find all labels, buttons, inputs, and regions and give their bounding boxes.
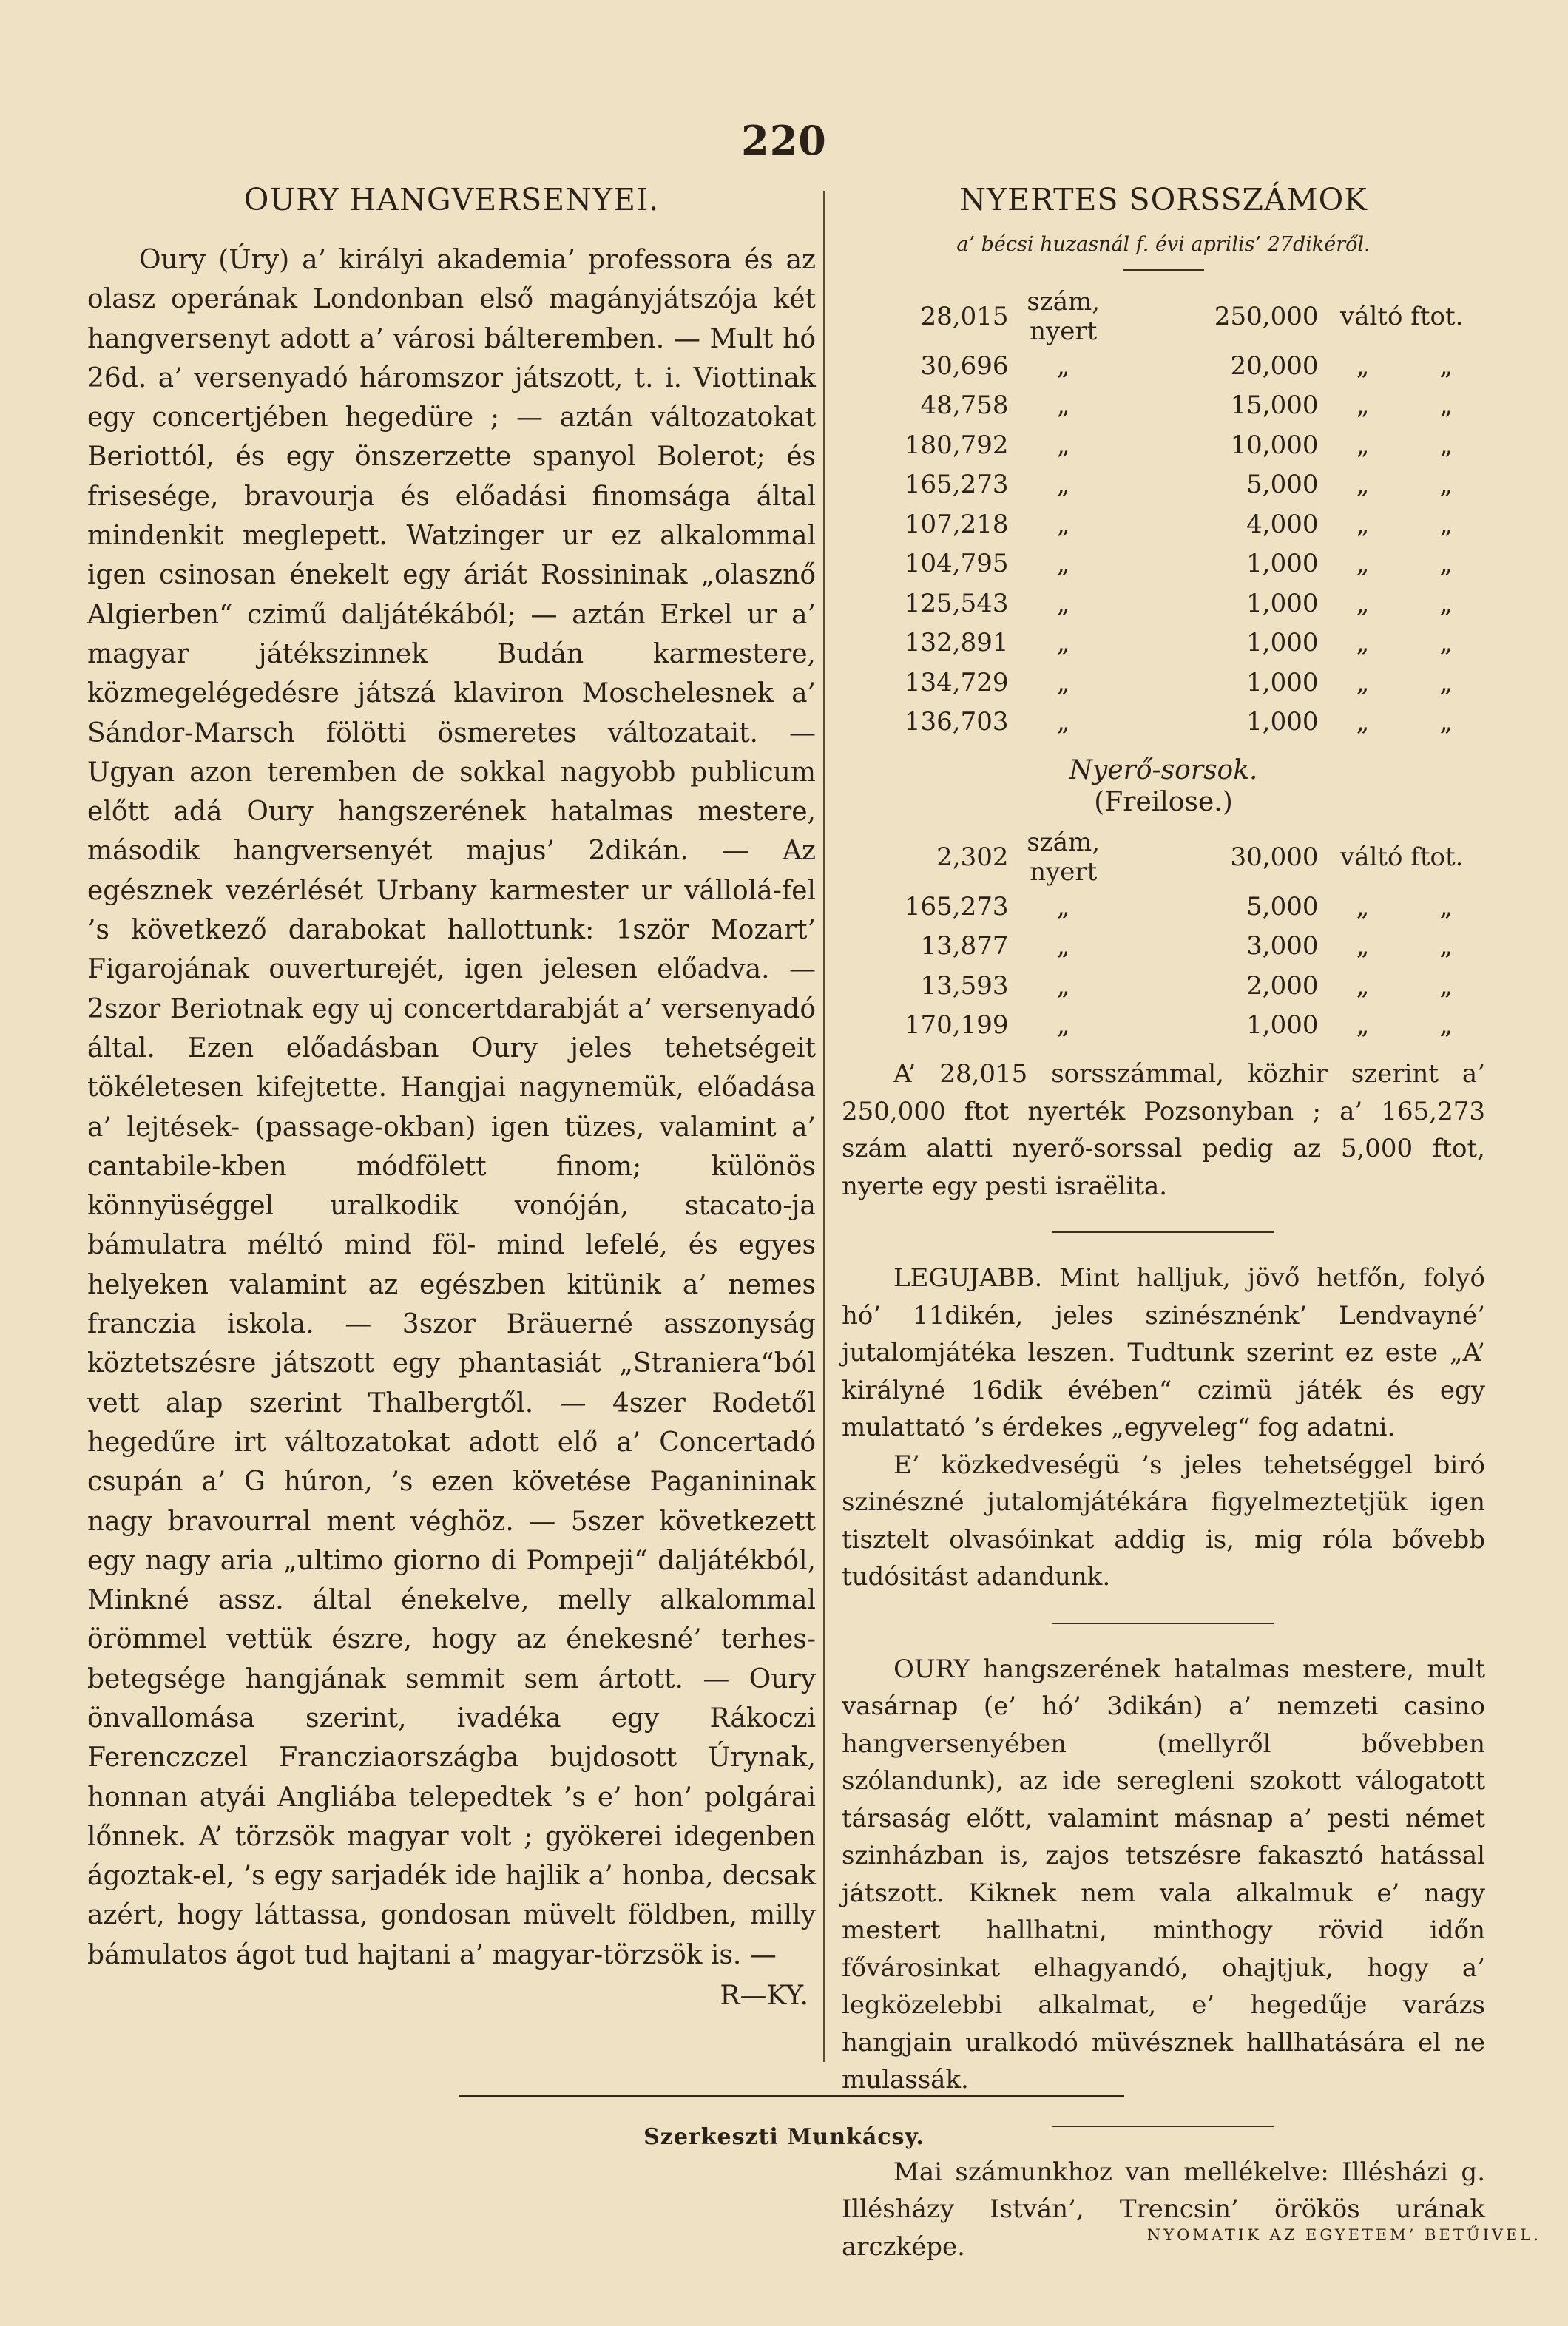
prize-amount: 250,000 [1214,302,1319,331]
ditto-mark: „ [1056,391,1070,421]
prize-amount: 1,000 [1246,549,1319,579]
ticket-number: 107,218 [904,509,1009,539]
ditto-mark: „ [1056,931,1070,961]
ticket-number: 136,703 [904,707,1009,737]
ditto-mark: „ [1439,509,1453,539]
ditto-mark: „ [1056,351,1070,381]
section-rule [1052,1623,1274,1624]
right-column [842,181,1485,2265]
news-paragraph-supplement: Mai számunkhoz van mellékelve: Illésházi g. Illésházy István’, Trencsin’ örökös urának arczképe. [842,2157,1485,2262]
ditto-mark: „ [1056,1010,1070,1041]
article-signature: R—KY. [720,1981,808,2012]
prize-amount: 3,000 [1246,931,1319,961]
ditto-mark: „ [1439,549,1453,579]
ticket-number: 13,593 [920,970,1009,1001]
winning-number-row [842,623,1485,663]
winning-number-row [842,386,1485,426]
winning-number-row [842,287,1485,346]
printer-line: NYOMATIK AZ EGYETEM’ BETŰIVEL. [1146,2226,1541,2244]
ditto-mark: „ [1356,351,1370,381]
ditto-mark: „ [1056,707,1070,737]
prize-amount: 5,000 [1246,470,1319,500]
prize-amount: 2,000 [1246,970,1319,1001]
ticket-number: 28,015 [920,302,1009,331]
ticket-number: 132,891 [904,628,1009,658]
winning-number-row [842,504,1485,544]
ditto-mark: „ [1056,588,1070,618]
prize-tickets-title: Nyerő-sorsok. [1069,755,1258,785]
lottery-note: A’ 28,015 sorsszámmal, közhir szerint a’ 250,000 ftot nyerték Pozsonyban ; a’ 165,273 szám alatti nyerő-sorssal pedig az 5,000 ftot, nyerte egy pesti israëlita. [842,1059,1485,1201]
section-rule [1123,269,1204,271]
ditto-mark: „ [1439,1010,1453,1041]
ditto-mark: „ [1056,667,1070,697]
ditto-mark: „ [1056,970,1070,1001]
ditto-mark: „ [1056,891,1070,922]
ticket-number: 170,199 [904,1010,1009,1041]
ditto-mark: „ [1056,430,1070,460]
ditto-mark: „ [1356,549,1370,579]
ticket-number: 125,543 [904,588,1009,618]
ticket-number: 180,792 [904,430,1009,460]
ditto-mark: „ [1356,667,1370,697]
news-paragraph-oury: OURY hangszerének hatalmas mestere, mult vasárnap (e’ hó’ 3dikán) a’ nemzeti casino hangversenyében (mellyről bővebben szólandunk), az ide seregleni szokott válogatott társaság előtt, valamint másnap a’ pesti német szinházban is, zajos tetszésre fakasztó hatással játszott. Kiknek nem vala alkalmuk e’ nagy mestert hallhatni, minthogy rövid időn fővárosinkat elhagyandó, ohajtjuk, hogy a’ legközelebbi alkalmat, e’ hegedűje varázs hangjain uralkodó müvésznek hallhatására el ne mulassák. [842,1654,1485,2095]
currency-label: váltó ftot. [1339,302,1464,331]
winning-number-row [842,663,1485,703]
prize-ticket-row [842,927,1485,967]
prize-amount: 30,000 [1230,842,1319,872]
prize-ticket-row [842,1006,1485,1046]
prize-amount: 10,000 [1230,430,1319,460]
lottery-subheading: a’ bécsi huzasnál f. évi aprilis’ 27dikéről. [956,233,1371,256]
ditto-mark: „ [1439,931,1453,961]
winning-number-row [842,465,1485,505]
winning-number-row [842,346,1485,386]
prize-ticket-row [842,828,1485,887]
ditto-mark: „ [1356,509,1370,539]
ditto-mark: „ [1356,970,1370,1001]
ditto-mark: „ [1356,430,1370,460]
prize-amount: 5,000 [1246,891,1319,922]
unit-label: szám, nyert [1027,828,1101,887]
news-paragraph-latest: LEGUJABB. Mint halljuk, jövő hetfőn, folyó hó’ 11dikén, jeles szinésznénk’ Lendvayné’ jutalomjátéka leszen. Tudtunk szerint ez este „A’ királyné 16dik évében“ czimü játék és egy mulattató ’s érdekes „egyveleg“ fog adatni. [842,1263,1485,1442]
ditto-mark: „ [1439,707,1453,737]
ticket-number: 165,273 [904,891,1009,922]
winning-number-row [842,544,1485,584]
winning-number-row [842,425,1485,465]
ditto-mark: „ [1356,931,1370,961]
prize-ticket-row [842,966,1485,1006]
ticket-number: 48,758 [920,391,1009,421]
prize-amount: 1,000 [1246,588,1319,618]
ditto-mark: „ [1356,391,1370,421]
ditto-mark: „ [1056,628,1070,658]
article-body-oury-concerts: Oury (Úry) a’ királyi akademia’ professora és az olasz operának Londonban első magányjátszója két hangversenyt adott a’ városi bálteremben. — Mult hó 26d. a’ versenyadó háromszor játszott, t. i. Viottinak egy concertjében hegedüre ; — aztán változatokat Beriottól, és egy önszerzette spanyol Bolerot; és frisesége, bravourja és előadási finomsága által mindenkit meglepett. Watzinger ur ez alkalommal igen csinosan énekelt egy áriát Rossininak „olasznő Algierben“ czimű daljátékából; — aztán Erkel ur a’ magyar játékszinnek Budán karmestere, közmegelégedésre játszá klaviron Moschelesnek a’ Sándor-Marsch fölötti ösmeretes változatait. — Ugyan azon teremben de sokkal nagyobb publicum előtt adá Oury hangszerének hatalmas mestere, második hangversenyét majus’ 2dikán. — Az egésznek vezérlését Urbany karmester ur vállolá-fel ’s következő darabokat hallottunk: 1ször Mozart’ Figarojának ouverturejét, igen jelesen előadva. — 2szor Beriotnak egy uj concertdarabját a’ versenyadó által. Ezen előadásban Oury jeles tehetségeit tökéletesen kifejtette. Hangjai nagynemük, előadása a’ lejtések- (passage-okban) igen tüzes, valamint a’ cantabile-kben módfölett finom; különös könnyüséggel uralkodik vonóján, stacato-ja bámulatra méltó mind föl- mind lefelé, és egyes helyeken valamint az egészben kitünik a’ nemes franczia iskola. — 3szor Bräuerné asszonyság köztetszésre játszott egy phantasiát „Straniera“ból vett alap szerint Thalbergtől. — 4szer Rodetől hegedűre irt változatokat adott elő a’ Concertadó csupán a’ G húron, ’s ezen követése Paganininak nagy bravourral ment véghöz. — 5szer következett egy nagy aria „ultimo giorno di Pompeji“ daljátékból, Minkné assz. által énekelve, melly alkalommal örömmel vettük észre, hogy az énekesné’ terhes-betegsége hangjának semmit sem ártott. — Oury önvallomása szerint, ivadéka egy Rákoczi Ferenczczel Francziaországba bujdosott Úrynak, honnan atyái Angliába telepedtek ’s e’ hon’ polgárai lőnnek. A’ törzsök magyar volt ; gyökerei idegenben ágoztak-el, ’s egy sarjadék ide hajlik a’ honba, decsak azért, hogy láttassa, gondosan müvelt földben, milly bámulatos ágot tud hajtani a’ magyar-törzsök is. — [87,245,816,1970]
prize-amount: 1,000 [1246,707,1319,737]
news-paragraph-benefit: E’ közkedveségü ’s jeles tehetséggel biró szinészné jutalomjátékára figyelmeztetjük igen tisztelt olvasóinkat addig is, mig róla bővebb tudósitást adandunk. [842,1450,1485,1592]
prize-amount: 20,000 [1230,351,1319,381]
footer-rule [459,2095,1124,2097]
ticket-number: 13,877 [920,931,1009,961]
prize-tickets-table [842,828,1485,1045]
ticket-number: 30,696 [920,351,1009,381]
ticket-number: 104,795 [904,549,1009,579]
ticket-number: 2,302 [936,842,1009,872]
ditto-mark: „ [1439,430,1453,460]
prize-amount: 1,000 [1246,1010,1319,1041]
ditto-mark: „ [1439,588,1453,618]
prize-tickets-subtitle: (Freilose.) [1094,787,1233,817]
ditto-mark: „ [1439,891,1453,922]
ditto-mark: „ [1056,549,1070,579]
currency-label: váltó ftot. [1339,842,1464,872]
ditto-mark: „ [1056,470,1070,500]
article-heading-oury-concerts: OURY HANGVERSENYEI. [243,182,660,217]
ditto-mark: „ [1356,891,1370,922]
page-number: 220 [741,117,827,164]
ditto-mark: „ [1439,391,1453,421]
ditto-mark: „ [1356,628,1370,658]
ditto-mark: „ [1439,667,1453,697]
ditto-mark: „ [1439,470,1453,500]
ditto-mark: „ [1356,707,1370,737]
prize-amount: 1,000 [1246,628,1319,658]
lottery-heading: NYERTES SORSSZÁMOK [959,182,1368,217]
ditto-mark: „ [1356,1010,1370,1041]
winning-number-row [842,703,1485,743]
column-divider [823,191,825,2062]
ditto-mark: „ [1356,470,1370,500]
unit-label: szám, nyert [1027,287,1101,346]
prize-amount: 4,000 [1246,509,1319,539]
editor-line: Szerkeszti Munkácsy. [643,2124,925,2150]
ditto-mark: „ [1056,509,1070,539]
ticket-number: 134,729 [904,667,1009,697]
section-rule [1052,1231,1274,1233]
prize-ticket-row [842,887,1485,927]
prize-amount: 15,000 [1230,391,1319,421]
ditto-mark: „ [1356,588,1370,618]
ditto-mark: „ [1439,628,1453,658]
prize-amount: 1,000 [1246,667,1319,697]
winning-numbers-table [842,287,1485,742]
ticket-number: 165,273 [904,470,1009,500]
winning-number-row [842,584,1485,623]
ditto-mark: „ [1439,351,1453,381]
left-column [87,181,816,2011]
ditto-mark: „ [1439,970,1453,1001]
